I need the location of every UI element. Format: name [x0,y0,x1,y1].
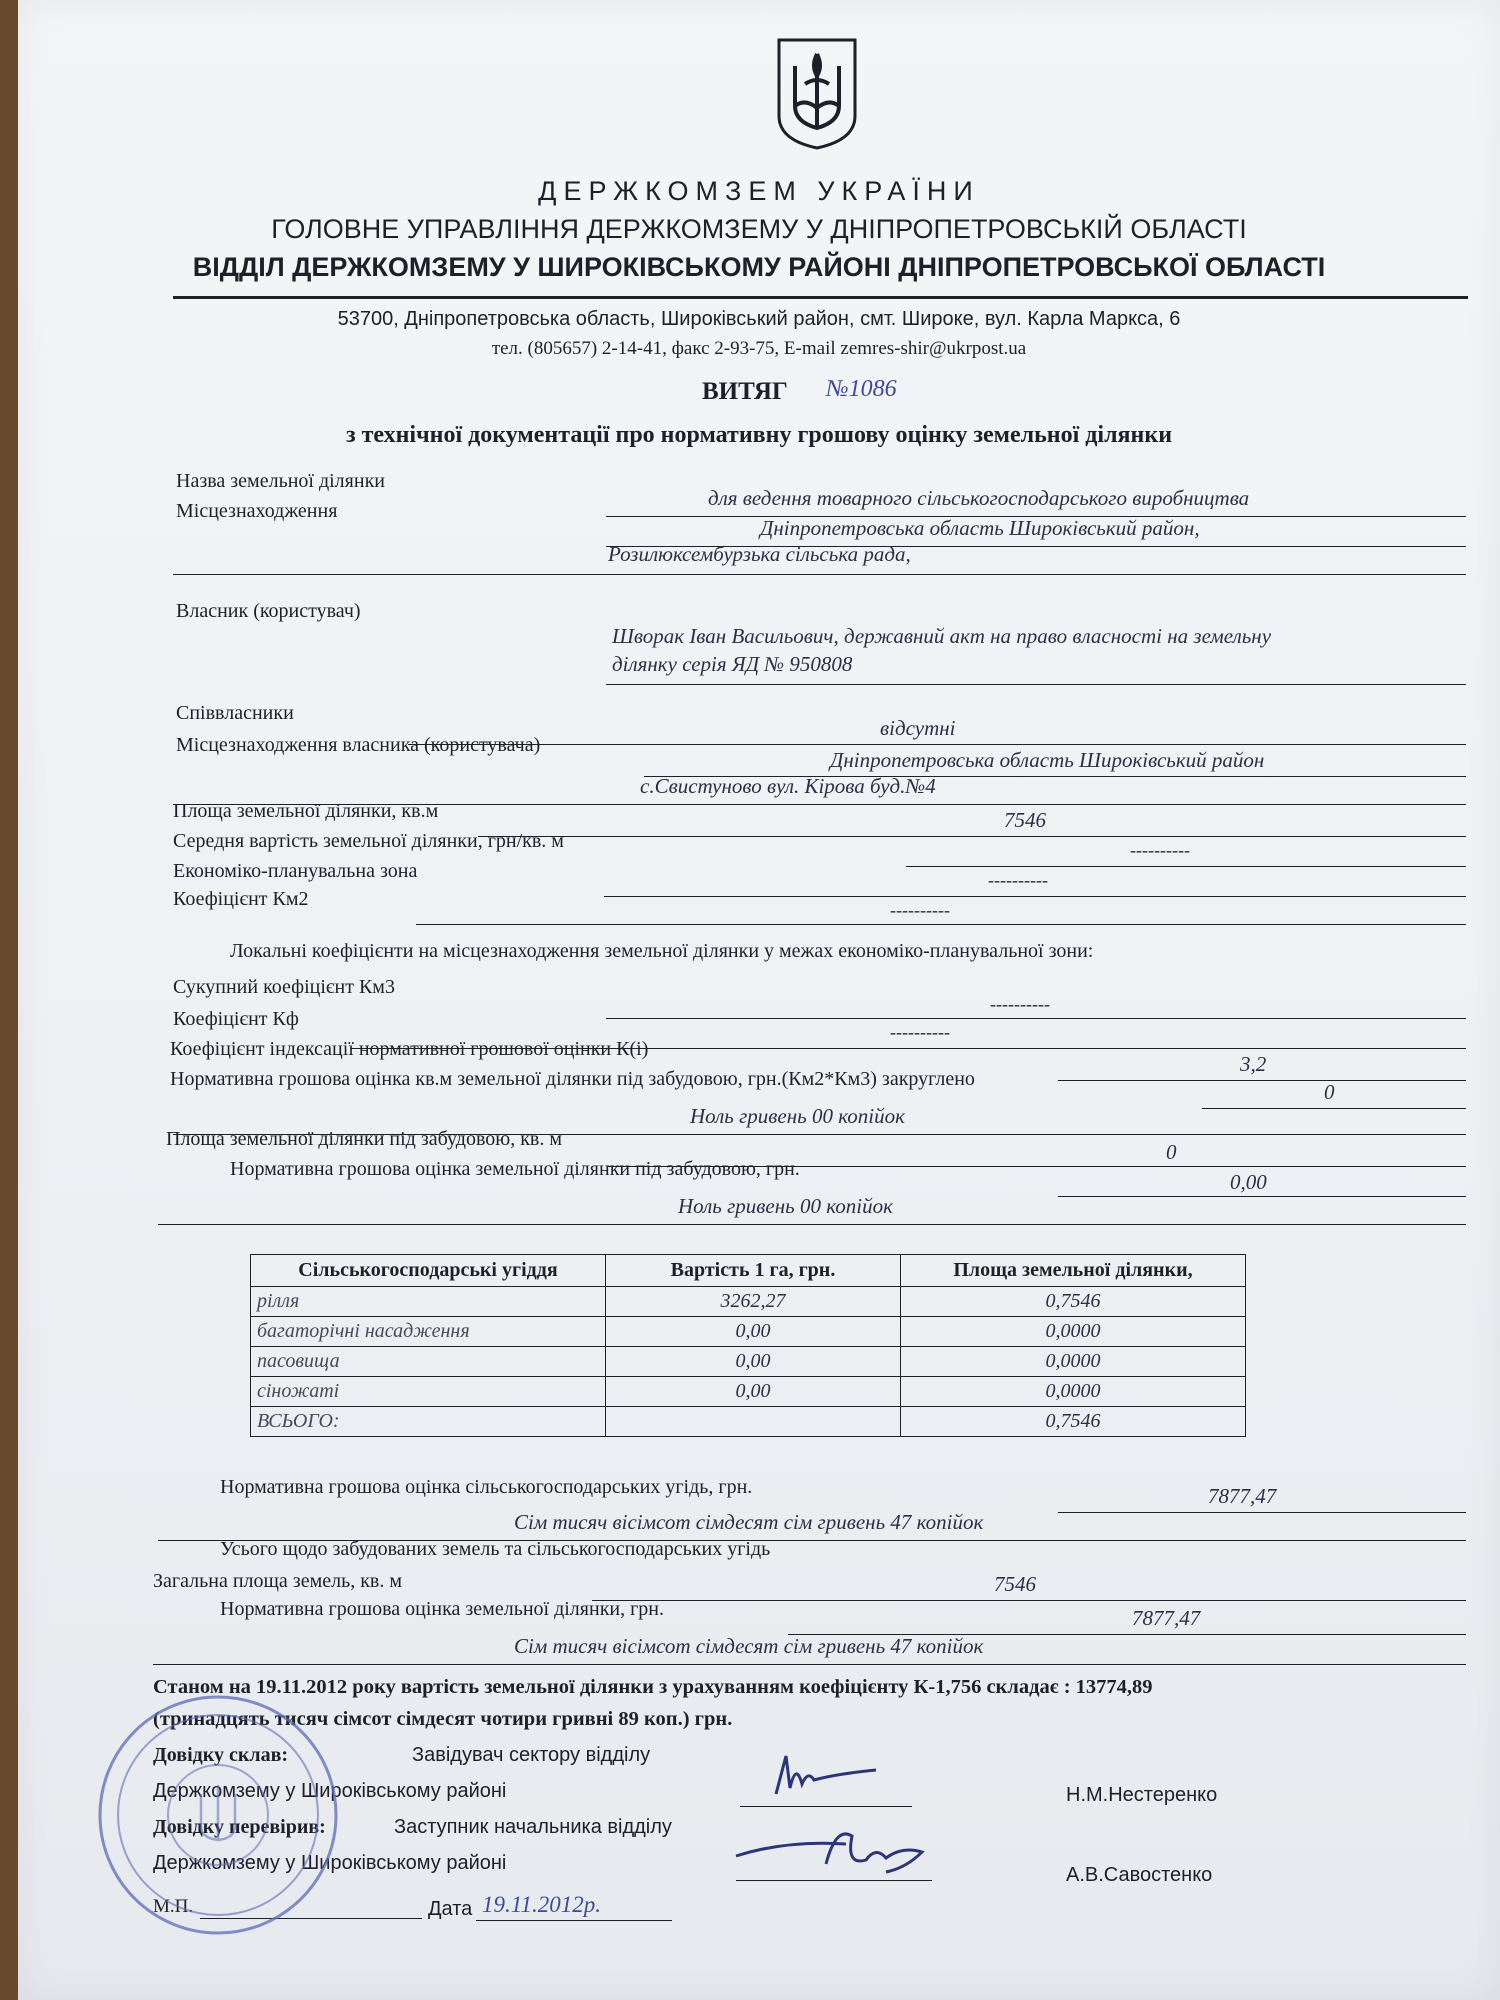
rule [408,744,1466,745]
total-value-label: Нормативна грошова оцінка земельної ділянки, грн. [220,1598,665,1620]
org-address: 53700, Дніпропетровська область, Широківський район, смт. Широке, вул. Карла Маркса, 6 [337,308,1181,330]
rule [1202,1108,1466,1109]
compiled-role-1: Завідувач сектору відділу [412,1744,651,1766]
org-line-3: ВІДДІЛ ДЕРЖКОМЗЕМУ У ШИРОКІВСЬКОМУ РАЙОНІ ДНІПРОПЕТРОВСЬКОЇ ОБЛАСТІ [192,252,1326,282]
table-cell: 0,7546 [901,1407,1246,1437]
built-value-value: 0,00 [1230,1170,1267,1194]
rule [606,684,1466,685]
km3-label: Сукупний коефіцієнт Км3 [173,976,395,998]
table-cell: 0,7546 [901,1287,1246,1317]
rule [592,1600,1466,1601]
location-value-1: Дніпропетровська область Широківський район, [760,516,1200,540]
compiled-label: Довідку склав: [153,1744,289,1766]
all-heading: Усього щодо забудованих земель та сільськогосподарських угідь [220,1538,771,1560]
built-value-words: Ноль гривень 00 копійок [678,1194,893,1218]
table-cell: багаторічні насадження [251,1317,606,1347]
coowners-value: відсутні [880,716,956,740]
km2-value: ---------- [890,900,950,920]
km2-label: Коефіцієнт Км2 [173,888,309,910]
table-total-row [251,1407,1246,1437]
rule [478,836,1466,837]
table-cell: рілля [251,1287,606,1317]
owner-location-value-1: Дніпропетровська область Широківський район [830,748,1265,772]
org-line-1: ДЕРЖКОМЗЕМ УКРАЇНИ [538,176,980,206]
trident-emblem-icon [775,36,859,152]
date-value: 19.11.2012р. [482,1892,602,1917]
table-cell: 0,00 [606,1317,901,1347]
checked-role-2: Держкомзему у Широківському районі [153,1852,507,1874]
table-row [251,1317,1246,1347]
area-value: 7546 [1004,808,1046,832]
agri-land-table [250,1254,1246,1437]
conclusion-line-2: (тринадцять тисяч сімсот сімдесят чотири гривні 89 коп.) грн. [153,1708,733,1730]
table-header-cell: Площа земельної ділянки, [901,1255,1246,1287]
compiled-name: Н.М.Нестеренко [1066,1784,1218,1806]
table-cell: пасовища [251,1347,606,1377]
signature-2 [726,1816,956,1888]
table-row [251,1377,1246,1407]
compiled-role-2: Держкомзему у Широківському районі [153,1780,507,1802]
area-label: Площа земельної ділянки, кв.м [173,800,439,822]
org-contacts: тел. (805657) 2-14-41, факс 2-93-75, E-mail zemres-shir@ukrpost.ua [491,338,1027,359]
table-header-row [251,1255,1246,1287]
zone-label: Економіко-планувальна зона [173,860,418,882]
rule [606,1018,1466,1019]
signature-1 [756,1744,906,1806]
built-sqm-label: Нормативна грошова оцінка кв.м земельної ділянки під забудовою, грн.(Км2*Км3) закруглено [170,1068,975,1090]
zone-value: ---------- [988,870,1048,890]
owner-value-1: Шворак Іван Васильович, державний акт на право власності на земельну [612,624,1272,648]
owner-location-value-2: с.Свистуново вул. Кірова буд.№4 [640,774,936,798]
table-cell: ВСЬОГО: [251,1407,606,1437]
table-row [251,1347,1246,1377]
location-value-2: Розилюксембурзька сільська рада, [608,542,911,566]
checked-label: Довідку перевірив: [153,1816,326,1838]
owner-value-2: ділянку серія ЯД № 950808 [612,652,853,676]
avg-cost-value: ---------- [1130,840,1190,860]
rule [416,924,1466,925]
rule [906,866,1466,867]
built-sqm-words: Ноль гривень 00 копійок [690,1104,905,1128]
local-coef-heading: Локальні коефіцієнти на місцезнаходження земельної ділянки у межах економіко-планувальної зони: [230,940,1094,962]
header-rule [173,296,1468,299]
checked-role-1: Заступник начальника відділу [394,1816,672,1838]
total-value-words: Сім тисяч вісімсот сімдесят сім гривень 47 копійок [514,1634,984,1658]
agri-value: 7877,47 [1208,1484,1277,1508]
rule [740,1806,912,1807]
location-label: Місцезнаходження [176,500,338,522]
table-row [251,1287,1246,1317]
total-area-value: 7546 [994,1572,1036,1596]
rule [1058,1196,1466,1197]
built-value-label: Нормативна грошова оцінка земельної ділянки під забудовою, грн. [230,1158,800,1180]
owner-location-label: Місцезнаходження власника (користувача) [176,734,541,756]
round-stamp-icon [93,1690,343,1940]
agri-value-words: Сім тисяч вісімсот сімдесят сім гривень 47 копійок [514,1510,984,1534]
built-sqm-value: 0 [1324,1080,1335,1104]
rule [1058,1512,1466,1513]
name-label: Назва земельної ділянки [176,470,385,492]
document-subtitle: з технічної документації про нормативну грошову оцінку земельної ділянки [345,422,1173,448]
document-page [18,0,1500,2000]
table-cell [606,1407,901,1437]
built-area-label: Площа земельної ділянки під забудовою, кв. м [166,1128,563,1150]
mp-label: М.П. [153,1896,194,1917]
table-cell: 0,0000 [901,1377,1246,1407]
agri-value-label: Нормативна грошова оцінка сільськогосподарських угідь, грн. [220,1476,753,1498]
table-cell: 0,00 [606,1347,901,1377]
org-line-2: ГОЛОВНЕ УПРАВЛІННЯ ДЕРЖКОМЗЕМУ У ДНІПРОПЕТРОВСЬКІЙ ОБЛАСТІ [271,214,1247,244]
checked-name: А.В.Савостенко [1066,1864,1213,1886]
document-number: №1086 [826,376,897,402]
rule [736,1880,932,1881]
coowners-label: Співвласники [176,702,294,724]
table-cell: 0,0000 [901,1317,1246,1347]
rule [153,1664,1466,1665]
ki-value: 3,2 [1240,1052,1267,1076]
avg-cost-label: Середня вартість земельної ділянки, грн/кв. м [173,830,564,852]
table-cell: сіножаті [251,1377,606,1407]
rule [476,1920,672,1921]
built-area-value: 0 [1166,1140,1177,1164]
ki-label: Коефіцієнт індексації нормативної грошової оцінки К(і) [170,1038,649,1060]
kf-label: Коефіцієнт Кф [173,1008,299,1030]
table-header-cell: Вартість 1 га, грн. [606,1255,901,1287]
kf-value: ---------- [890,1022,950,1042]
km3-value: ---------- [990,994,1050,1014]
date-label: Дата [428,1898,473,1920]
conclusion-line-1: Станом на 19.11.2012 року вартість земельної ділянки з урахуванням коефіцієнту К-1,756 складає : 13774,89 [153,1676,1153,1698]
document-title: ВИТЯГ [702,378,788,405]
table-cell: 0,00 [606,1377,901,1407]
rule [173,574,1466,575]
rule [158,1224,1466,1225]
owner-label: Власник (користувач) [176,600,361,622]
table-cell: 0,0000 [901,1347,1246,1377]
total-value: 7877,47 [1132,1606,1201,1630]
name-value: для ведення товарного сільськогосподарського виробництва [708,486,1250,510]
table-header-cell: Сільськогосподарські угіддя [251,1255,606,1287]
total-area-label: Загальна площа земель, кв. м [153,1570,403,1592]
rule [1058,1080,1466,1081]
table-cell: 3262,27 [606,1287,901,1317]
rule [604,896,1466,897]
